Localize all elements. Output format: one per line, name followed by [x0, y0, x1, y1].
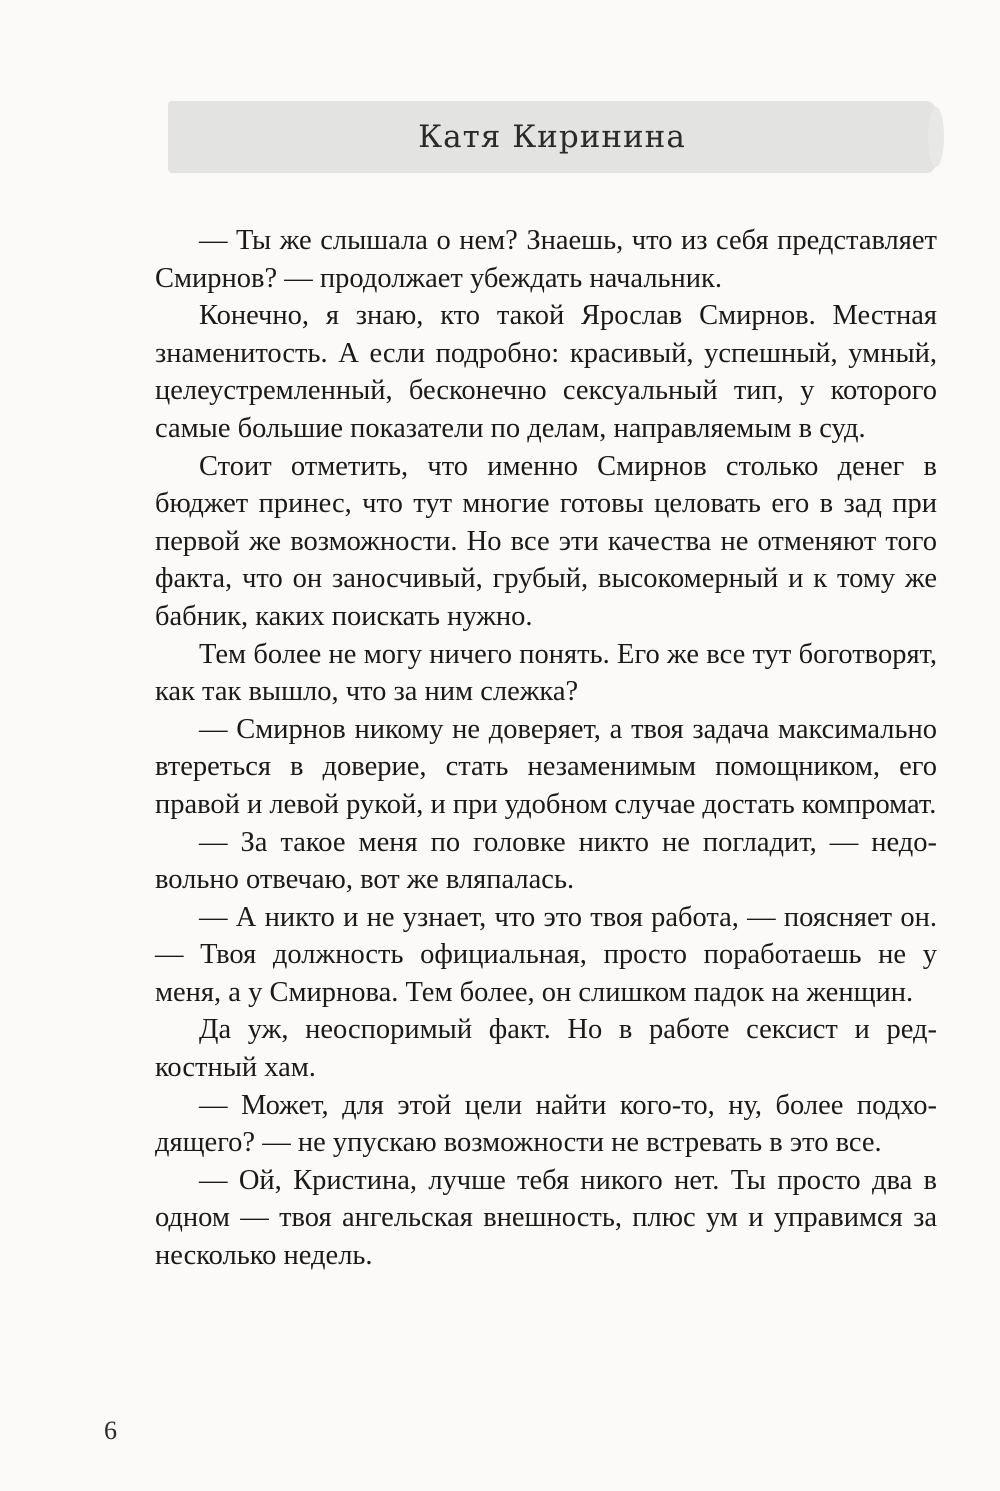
- paragraph: Тем более не могу ничего понять. Его же все тут боготворят, как так вышло, что за ним слежка?: [155, 638, 937, 708]
- paragraph: — Ой, Кристина, лучше тебя никого нет. Ты просто два в одном — твоя ангельская внешность, плюс ум и управимся за несколько недель.: [155, 1164, 937, 1272]
- paragraph: — Ты же слышала о нем? Знаешь, что из себя представляет Смирнов? — продолжает убеждать начальник.: [155, 225, 937, 294]
- paragraph: — А никто и не узнает, что это твоя работа, — поясняет он. — Твоя должность официальная, просто поработаешь не у меня, а у Смирнова. Тем более, он слишком падок на женщин.: [155, 901, 937, 1008]
- paragraph: Стоит отметить, что именно Смирнов столько денег в бюджет принес, что тут многие готовы целовать его в зад при первой же возможности. Но все эти качества не отменяют того факта, что он заносчивый, грубый, высокомерный и к тому же бабник, каких поискать нужно.: [155, 450, 937, 632]
- paragraph: Да уж, неоспоримый факт. Но в работе сексист и редкостный хам.: [155, 1014, 937, 1084]
- paragraph: Конечно, я знаю, кто такой Ярослав Смирнов. Местная знаменитость. А если подробно: красивый, успешный, умный, целеустремленный, бесконечно сексуальный тип, у которого самые большие показатели по делам, направляемым в суд.: [155, 300, 937, 444]
- body-text: [155, 222, 937, 1275]
- paragraph: — За такое меня по головке никто не погладит, — недовольно отвечаю, вот же вляпалась.: [155, 826, 937, 896]
- running-header-title: Катя Киринина: [418, 119, 686, 155]
- paragraph: — Может, для этой цели найти кого-то, ну, более подходящего? — не упускаю возможности не встревать в это все.: [155, 1089, 937, 1159]
- page-number: 6: [104, 1416, 117, 1445]
- paragraph: — Смирнов никому не доверяет, а твоя задача максимально втереться в доверие, стать незаменимым помощником, его правой и левой рукой, и при удобном случае достать компромат.: [155, 713, 937, 820]
